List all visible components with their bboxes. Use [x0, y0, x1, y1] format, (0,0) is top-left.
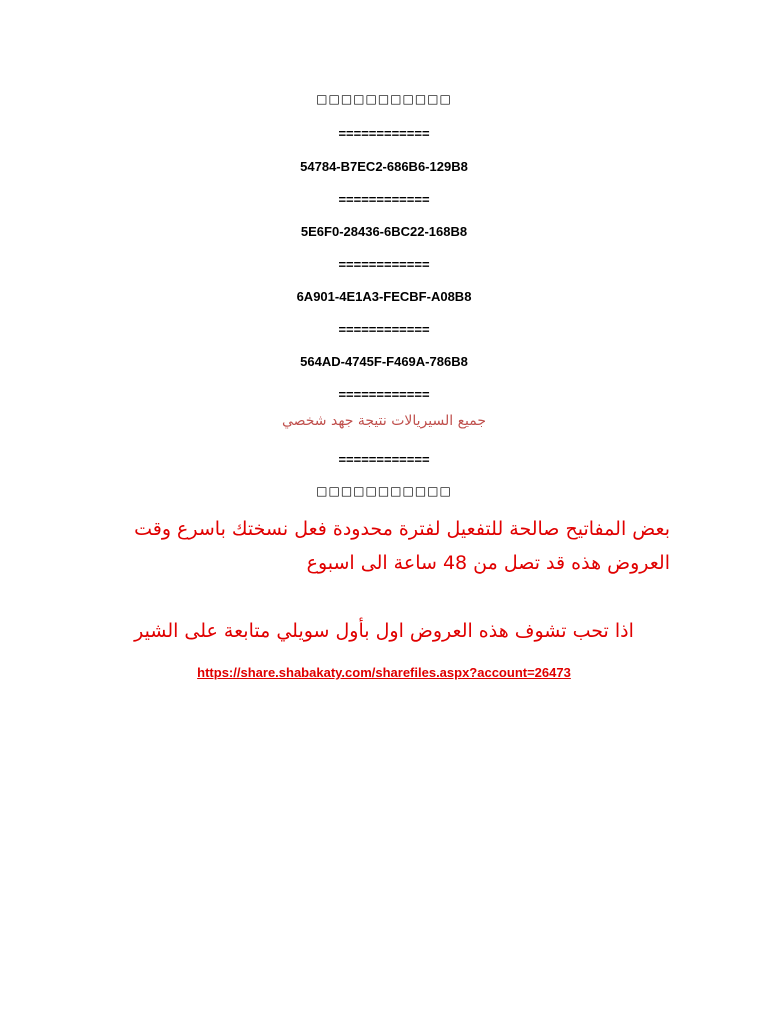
offer-notice: بعض المفاتيح صالحة للتفعيل لفترة محدودة فعل نسختك باسرع وقت العروض هذه قد تصل من 48 ساعة الى اسبوع: [134, 518, 670, 574]
follow-notice: اذا تحب تشوف هذه العروض اول بأول سويلي متابعة على الشير: [134, 620, 634, 642]
serial-key-3: 6A901-4E1A3-FECBF-A08B8: [296, 289, 472, 304]
header-placeholder-glyphs: □□□□□□□□□□□: [316, 92, 452, 106]
personal-effort-note: جميع السيريالات نتيجة جهد شخصي: [281, 413, 487, 429]
separator-line: ============: [338, 322, 430, 337]
separator-line: ============: [338, 452, 430, 467]
separator-line: ============: [338, 387, 430, 402]
separator-line: ============: [338, 257, 430, 272]
serial-key-1: 54784-B7EC2-686B6-129B8: [300, 159, 468, 174]
separator-line: ============: [338, 192, 430, 207]
share-link[interactable]: https://share.shabakaty.com/sharefiles.aspx?account=26473: [197, 665, 571, 680]
serial-key-2: 5E6F0-28436-6BC22-168B8: [300, 224, 468, 239]
separator-line: ============: [338, 126, 430, 141]
serial-key-4: 564AD-4745F-F469A-786B8: [300, 354, 468, 369]
footer-placeholder-glyphs: □□□□□□□□□□□: [316, 484, 452, 498]
